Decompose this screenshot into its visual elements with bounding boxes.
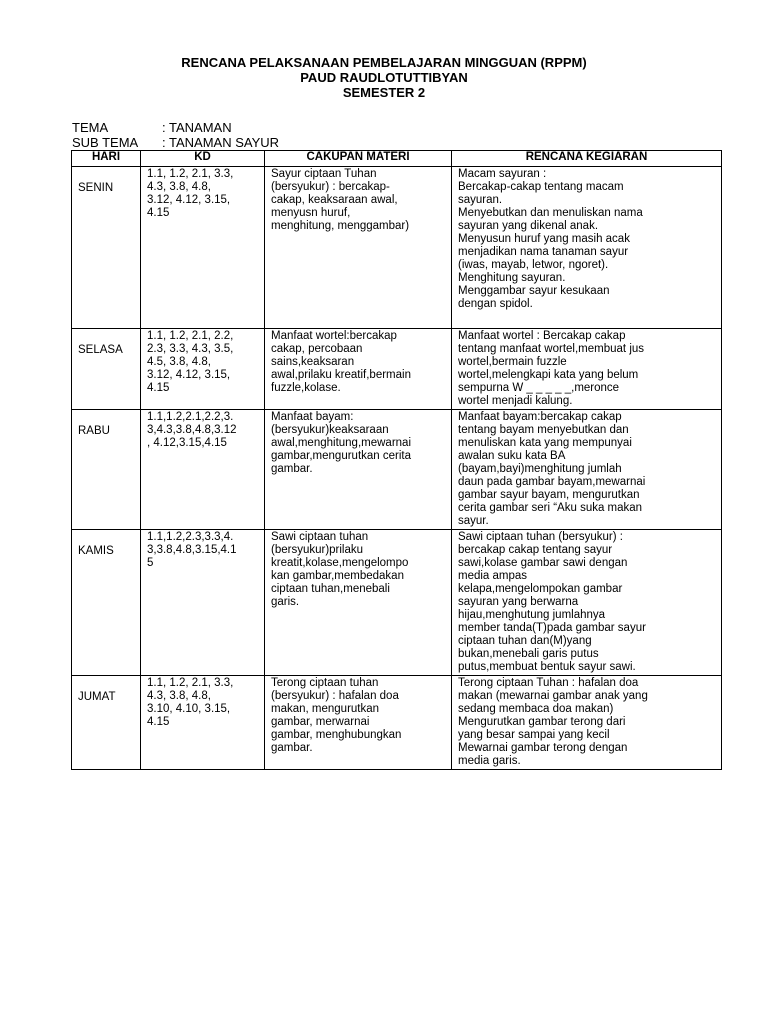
header-rencana-kegiatan: RENCANA KEGIARAN bbox=[452, 151, 722, 167]
subtema-row bbox=[72, 135, 279, 150]
kegiatan-cell: Terong ciptaan Tuhan : hafalan doa makan (mewarnai gambar anak yang sedang membaca doa makan) Mengurutkan gambar terong dari yang besar sampai yang kecil Mewarnai gambar terong dengan media garis. bbox=[452, 676, 722, 770]
kegiatan-cell: Sawi ciptaan tuhan (bersyukur) : bercakap cakap tentang sayur sawi,kolase gambar sawi dengan media ampas kelapa,mengelompokan gambar sayuran yang berwarna hijau,menghutung jumlahnya member tanda(T)pada gambar sayur ciptaan tuhan dan(M)yang bukan,menebali garis putus putus,membuat bentuk sayur sawi. bbox=[452, 530, 722, 676]
kegiatan-cell: Manfaat wortel : Bercakap cakap tentang manfaat wortel,membuat jus wortel,bermain fuzzle wortel,melengkapi kata yang belum sempurna W _ _ _ _ _,meronce wortel menjadi kalung. bbox=[452, 329, 722, 410]
header-semester: SEMESTER 2 bbox=[342, 85, 426, 100]
document-header bbox=[0, 55, 768, 100]
subtema-label: SUB TEMA bbox=[72, 135, 139, 150]
theme-info bbox=[72, 120, 279, 150]
subtema-value: : TANAMAN SAYUR bbox=[162, 135, 280, 150]
kd-cell: 1.1,1.2,2.3,3.3,4. 3,3.8,4.8,3.15,4.1 5 bbox=[141, 530, 265, 676]
hari-cell: SELASA bbox=[72, 329, 141, 410]
hari-cell: JUMAT bbox=[72, 676, 141, 770]
header-hari: HARI bbox=[72, 151, 141, 167]
hari-cell: KAMIS bbox=[72, 530, 141, 676]
kd-cell: 1.1, 1.2, 2.1, 3.3, 4.3, 3.8, 4.8, 3.12, 4.12, 3.15, 4.15 bbox=[141, 167, 265, 329]
materi-cell: Sayur ciptaan Tuhan (bersyukur) : bercakap- cakap, keaksaraan awal, menyusn huruf, menghitung, menggambar) bbox=[265, 167, 452, 329]
kd-cell: 1.1, 1.2, 2.1, 3.3, 4.3, 3.8, 4.8, 3.10, 4.10, 3.15, 4.15 bbox=[141, 676, 265, 770]
kegiatan-cell: Manfaat bayam:bercakap cakap tentang bayam menyebutkan dan menuliskan kata yang mempunyai awalan suku kata BA (bayam,bayi)menghitung jumlah daun pada gambar bayam,mewarnai gambar sayur bayam, mengurutkan cerita gambar seri “Aku suka makan sayur. bbox=[452, 410, 722, 530]
table-row bbox=[72, 676, 722, 770]
header-school: PAUD RAUDLOTUTTIBYAN bbox=[300, 70, 468, 85]
tema-row bbox=[72, 120, 279, 135]
materi-cell: Manfaat wortel:bercakap cakap, percobaan sains,keaksaran awal,prilaku kreatif,bermain fuzzle,kolase. bbox=[265, 329, 452, 410]
kd-cell: 1.1, 1.2, 2.1, 2.2, 2.3, 3.3, 4.3, 3.5, 4.5, 3.8, 4.8, 3.12, 4.12, 3.15, 4.15 bbox=[141, 329, 265, 410]
table-row bbox=[72, 410, 722, 530]
hari-cell: SENIN bbox=[72, 167, 141, 329]
kegiatan-cell: Macam sayuran : Bercakap-cakap tentang macam sayuran. Menyebutkan dan menuliskan nama sayuran yang dikenal anak. Menyusun huruf yang masih acak menjadikan nama tanaman sayur (iwas, mayab, letwor, ngoret). Menghitung sayuran. Menggambar sayur kesukaan dengan spidol. bbox=[452, 167, 722, 329]
tema-label: TEMA bbox=[72, 120, 109, 135]
materi-cell: Manfaat bayam: (bersyukur)keaksaraan awal,menghitung,mewarnai gambar,mengurutkan cerita gambar. bbox=[265, 410, 452, 530]
rppm-table bbox=[71, 150, 722, 770]
header-cakupan-materi: CAKUPAN MATERI bbox=[265, 151, 452, 167]
header-kd: KD bbox=[141, 151, 265, 167]
header-title: RENCANA PELAKSANAAN PEMBELAJARAN MINGGUAN (RPPM) bbox=[181, 55, 587, 70]
table-header-row bbox=[72, 151, 722, 167]
table-row bbox=[72, 167, 722, 329]
kd-cell: 1.1,1.2,2.1,2.2,3. 3,4.3,3.8,4.8,3.12 , 4.12,3.15,4.15 bbox=[141, 410, 265, 530]
table-row bbox=[72, 329, 722, 410]
materi-cell: Terong ciptaan tuhan (bersyukur) : hafalan doa makan, mengurutkan gambar, merwarnai gambar, menghubungkan gambar. bbox=[265, 676, 452, 770]
materi-cell: Sawi ciptaan tuhan (bersyukur)prilaku kreatit,kolase,mengelompo kan gambar,membedakan ciptaan tuhan,menebali garis. bbox=[265, 530, 452, 676]
tema-value: : TANAMAN bbox=[162, 120, 232, 135]
table-row bbox=[72, 530, 722, 676]
hari-cell: RABU bbox=[72, 410, 141, 530]
